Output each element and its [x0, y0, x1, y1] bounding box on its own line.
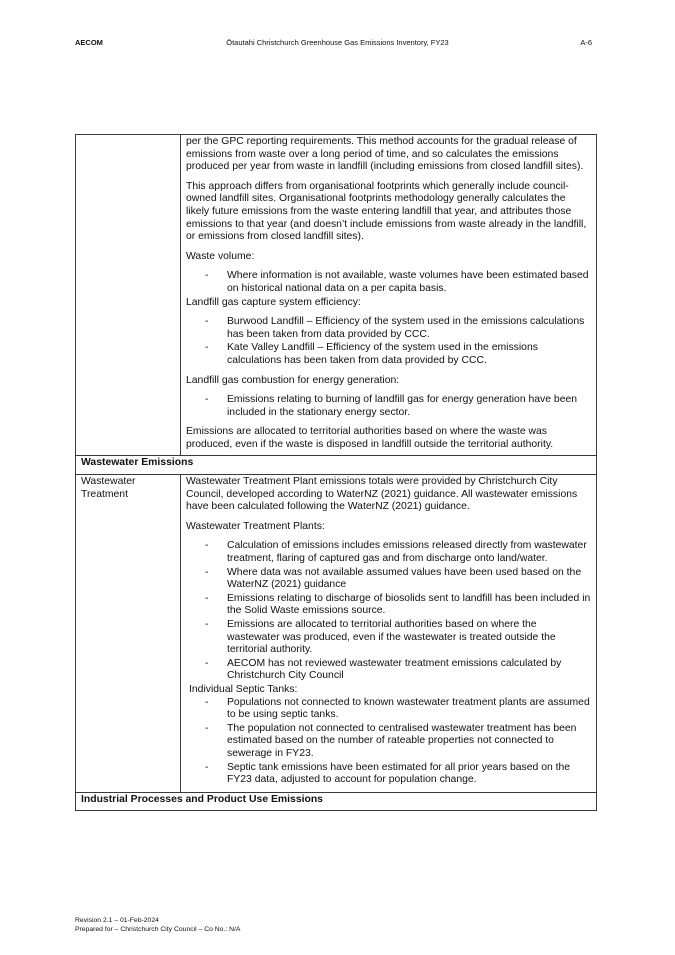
list-item: - Burwood Landfill – Efficiency of the system used in the emissions calculations has been taken from data provided by CCC. [186, 316, 591, 341]
list-item: - AECOM has not reviewed wastewater treatment emissions calculated by Christchurch City Council [186, 658, 591, 683]
header-company: AECOM [75, 38, 103, 47]
dash-list [186, 540, 591, 683]
list-item: - Septic tank emissions have been estimated for all prior years based on the FY23 data, adjusted to account for population change. [186, 762, 591, 787]
header-document-title: Ōtautahi Christchurch Greenhouse Gas Emissions Inventory, FY23 [226, 38, 449, 47]
dash-list [186, 697, 591, 787]
header-page-number: A-6 [580, 38, 592, 47]
footer-revision: Revision 2.1 – 01-Feb-2024 [75, 917, 159, 924]
subheading: Landfill gas combustion for energy generation: [186, 374, 400, 386]
list-item: - Emissions are allocated to territorial authorities based on where the wastewater was produced, even if the wastewater is treated outside the territorial authority. [186, 619, 591, 657]
subheading: Waste volume: [186, 250, 255, 262]
list-item: - Where information is not available, waste volumes have been estimated based on historical national data on a per capita basis. [186, 270, 591, 295]
subheading: Wastewater Treatment Plants: [186, 520, 325, 532]
table-row-wastewater [76, 475, 597, 793]
dash-list [186, 316, 591, 367]
list-item: - Calculation of emissions includes emissions released directly from wastewater treatment, flaring of captured gas and from discharge onto land/water. [186, 540, 591, 565]
list-item: - Populations not connected to known wastewater treatment plants are assumed to be using septic tanks. [186, 697, 591, 722]
subheading: Individual Septic Tanks: [189, 683, 298, 695]
paragraph: This approach differs from organisational footprints which generally include council-owned landfill sites. Organisational footprints methodology generally calculates the likely future emissions from the waste entering landfill that year, and attributes those emissions to that year (and doesn’t include emissions from waste already in the landfill, or emissions from closed landfill sites). [186, 180, 587, 243]
footer-prepared-for: Prepared for – Christchurch City Council – Co No.: N/A [75, 926, 241, 933]
subheading: Landfill gas capture system efficiency: [186, 296, 361, 308]
list-item: - Emissions relating to burning of landfill gas for energy generation have been included in the stationary energy sector. [186, 394, 591, 419]
section-heading-industrial: Industrial Processes and Product Use Emissions [76, 792, 597, 811]
dash-list [186, 394, 591, 419]
row-label: Wastewater Treatment [76, 475, 181, 793]
section-row [76, 456, 597, 475]
table-row-solid-waste [76, 135, 597, 456]
paragraph: Emissions are allocated to territorial authorities based on where the waste was produced, even if the waste is disposed in landfill outside the territorial authority. [186, 426, 554, 450]
row-label [76, 135, 181, 456]
section-row [76, 792, 597, 811]
methodology-table [75, 134, 597, 811]
row-content [181, 475, 597, 793]
list-item: - Kate Valley Landfill – Efficiency of the system used in the emissions calculations has been taken from data provided by CCC. [186, 342, 591, 367]
paragraph: per the GPC reporting requirements. This method accounts for the gradual release of emissions from waste over a long period of time, and so calculates the emissions produced per year from waste in landfill (including emissions from closed landfill sites). [186, 136, 584, 173]
list-item: - Emissions relating to discharge of biosolids sent to landfill has been included in the Solid Waste emissions source. [186, 593, 591, 618]
list-item: - Where data was not available assumed values have been used based on the WaterNZ (2021) guidance [186, 567, 591, 592]
row-content [181, 135, 597, 456]
list-item: - The population not connected to centralised wastewater treatment has been estimated based on the number of rateable properties not connected to sewerage in FY23. [186, 723, 591, 761]
section-heading-wastewater: Wastewater Emissions [76, 456, 597, 475]
paragraph: Wastewater Treatment Plant emissions totals were provided by Christchurch City Council, developed according to WaterNZ (2021) guidance. All wastewater emissions have been calculated following the WaterNZ (2021) guidance. [186, 476, 578, 513]
dash-list [186, 270, 591, 295]
